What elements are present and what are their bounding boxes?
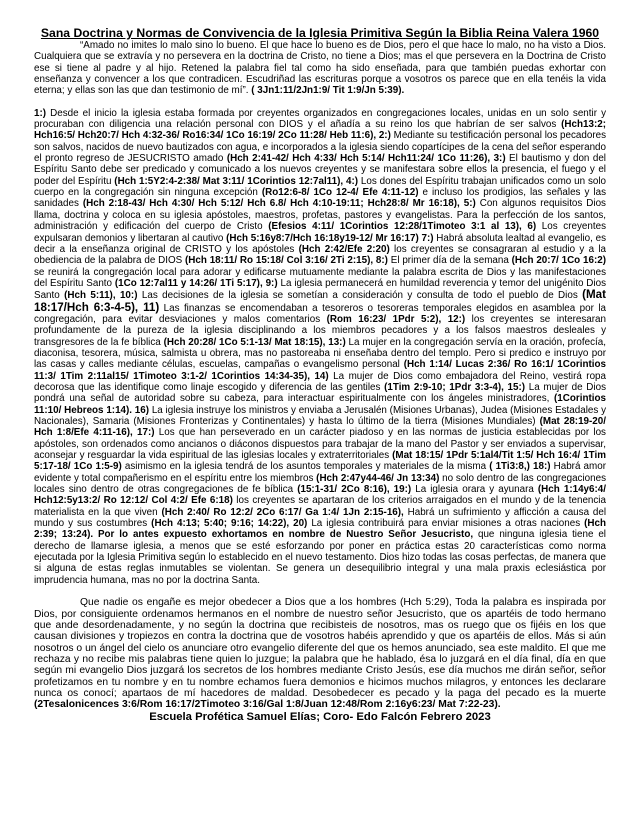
text-run: los creyentes se apartaran de los criterios arraigados en el mundo y de la tenencia materialista en la que viven [34, 495, 606, 518]
text-run: no solo dentro de las congregaciones locales sino dentro de otras congregaciones de fe bíblica [34, 472, 607, 496]
document-title: Sana Doctrina y Normas de Convivencia de la Iglesia Primitiva Según la Biblia Reina Valera 1960 [40, 26, 600, 40]
text-run: e incluso los prodigios, las señales y las sanidades [34, 187, 606, 210]
body-paragraph [34, 108, 606, 586]
scripture-reference: (Hch 18:11/ Ro 15:18/ Col 3:16/ 2Ti 2:15), 8:) [185, 255, 388, 267]
scripture-reference: (Hch 20:28/ 1Co 5:1-13/ Mat 18:15), 13:) [163, 336, 346, 348]
scripture-reference: ( 3Jn1:11/2Jn1:9/ Tit 1:9/Jn 5:39). [251, 85, 405, 97]
scripture-reference: (Hch 2:18-43/ Hch 4:30/ Hch 5:12/ Hch 6.8/ Hch 4:10-19:11; Hch28:8/ Mr 16:18), 5:) [82, 198, 476, 210]
text-run: Con algunos requisitos Dios llama, doctrina y coloca en su iglesia apóstoles, maestros, profetas, pastores y evangelistas. Para la perfección de los santos, administración y edificación del cuerpo de Cristo [34, 198, 606, 233]
scripture-reference: (Hch 2:39; 13:24). Por lo antes expuesto exhortamos en nombre de Nuestro Señor Jesucristo, [34, 518, 607, 541]
scripture-reference: (Hch 1:14y6:4/ Hch12:5y13:2/ Ro 12:12/ Col 4:2/ Efe 6:18) [34, 484, 606, 507]
scripture-reference: (Hch 1:5Y2:4-2:38/ Mat 3:11/ 1Corintios 12:7al11), 4:) [114, 175, 359, 187]
text-run: Habrá un sufrimiento y afficción a causa del mundo y sus costumbres [34, 506, 607, 530]
scripture-reference: (Ro12:6-8/ 1Co 12-4/ Efe 4:11-12) [261, 187, 419, 199]
paragraph-gap [34, 97, 606, 108]
scripture-reference: (Hch 2:42/Efe 2:20) [298, 243, 390, 255]
scripture-reference: (Mat 18:17/Hch 6:3-4-5), 11) [34, 288, 606, 314]
text-run: La iglesia instruye los ministros y enviaba a Jerusalén (Misiones Urbanas), Judea (Misiones Estadales y Nacionales), Samaria (Misiones Fronterizas y Continentales) y hasta lo último de la tierra (Misiones Mundiales) [34, 404, 606, 427]
text-run: La iglesia contribuirá para enviar misiones a otras naciones [307, 518, 585, 530]
scripture-reference: (Hch 20:7/ 1Co 16:2) [511, 255, 606, 267]
scripture-reference: (Efesios 4:11/ 1Corintios 12:28/1Timoteo 3:1 al 13), 6) [268, 221, 537, 233]
scripture-reference: (2Tesalonicences 3:6/Rom 16:17/2Timoteo 3:16/Gal 1:8/Juan 12:48/Rom 2:16y6:23/ Mat 7:22-23). [34, 699, 501, 711]
text-run: Habrá amor evidente y total compañerismo en el espíritu entre los miembros [34, 461, 606, 484]
text-run: La mujer de Dios como embajadora del Reino, vestirá ropa decorosa que las identifique como linaje escogido y diferencia de las gentiles [34, 370, 606, 393]
text-run: El bautismo y don del Espíritu Santo debe ser predicado y comunicado a los nuevos creyentes y se manifestara sobre ellos la presencia, el fuego y el poder del Espíritu [34, 153, 606, 187]
text-run: Las decisiones de la iglesia se sometían a consideración y consulta de todo el pueblo de Dios [137, 290, 583, 302]
text-run: La mujer de Dios pondrá una señal de autoridad sobre su cabeza, para interactuar espiritualmente con los ángeles ministradores, [34, 381, 606, 405]
text-run: La mujer en la congregación servía en la oración, profecía, diaconisa, tesorera, música, salmista u obrera, mas no pastoreaba ni enseñaba dentro del templo. Pero si predico e instruyo por las casas y calles mediante células, escuelas, campañas o evangelismo personal [34, 336, 606, 371]
text-run: los creyentes se consagraran al estudio y a la obediencia de la palabra de DIOS [34, 243, 606, 267]
scripture-reference: (Rom 16:23/ 1Pdr 5:2), 12:) [326, 313, 466, 325]
paragraph-gap [34, 586, 606, 597]
text-run: Que nadie os engañe es mejor obedecer a Dios que a los hombres (Hch 5:29), Toda la palabra es inspirada por Dios, por consiguiente ordenamos hermanos en el nombre de nuestro señor Jesucristo, que os apartéis de todo hermano que ande desordenadamente, y no según la doctrina que recibisteis de nosotros, mas os ruego que os fijéis en los que causan divisiones y tropiezos en contra la doctrina que de vosotros habéis aprendido y que os apartéis de ellos. Más si aún nosotros o un ángel del cielo os anunciare otro evangelio diferente del que os hemos anunciado, sea este maldito. El que me rechaza y no recibe mis palabras tiene quien lo juzgue; la palabra que he hablado, ésa lo juzgará en el día final, día en que según mi evangelio Dios juzgará los secretos de los hombres mediante Cristo Jesús, ese día muchos me dirán señor, señor profetizamos en tu nombre y en tu nombre echamos fuera demonios e hicimos muchos milagros, y entonces les declarare nunca os conocí; apartaos de mí hacedores de maldad. Desobedecer es pecado y la paga del pecado es la muerte [34, 597, 606, 699]
scripture-reference: 1:) [34, 107, 47, 119]
scripture-reference: (1Corintios 11:10/ Hebreos 1:14). 16) [34, 393, 606, 416]
scripture-reference: (Mat 18:15/ 1Pdr 5:1al4/Tit 1:5/ Hch 16:4/ 1Tim 5:17-18/ 1Co 1:5-9) [34, 450, 606, 473]
text-run: asimismo en la iglesia tendrá de los asuntos temporales y materiales de la misma [121, 461, 490, 473]
scripture-reference: (1Co 12:7al11 y 14:26/ 1Ti 5:17), 9:) [114, 277, 278, 289]
closing-paragraph [34, 597, 606, 710]
footer-signature: Escuela Profética Samuel Elías; Coro- Edo Falcón Febrero 2023 [149, 710, 491, 723]
scripture-reference: (Hch 5:16y8:7/Hch 16:18y19-12/ Mr 16:17) 7:) [226, 232, 434, 244]
text-run: Los dones del Espíritu trabajan unificados como un solo cuerpo en la congregación sin ninguna excepción [34, 175, 607, 199]
text-run: Desde el inicio la iglesia estaba formada por creyentes organizados en congregaciones locales, unidas en un solo sentir y procuraban con diligencia una relación personal con DIOS y el añadía a su reino los que habrían de ser salvos [34, 107, 606, 131]
scripture-reference: (Hch 2:40/ Ro 12:2/ 2Co 6:17/ Ga 1:4/ 1Jn 2:15-16), [161, 506, 404, 518]
text-run: Los que han perseverado en un carácter piadoso y en las normas de justicia establecidas por los apóstoles, son ordenados como ancianos o diáconos dispuestos para trabajar de la mano del Pastor y ser enviados a supervisar, aconsejar y resguardar la vida espiritual de las iglesias locales y extraterritoriales [34, 427, 606, 462]
scripture-reference: (15:1-31/ 2Co 8:16), 19:) [297, 484, 412, 496]
scripture-reference: (Hch 2:41-42/ Hch 4:33/ Hch 5:14/ Hch11:24/ 1Co 11:26), 3:) [226, 153, 506, 165]
scripture-reference: (Hch 1:14/ Lucas 2:36/ Ro 16:1/ 1Corintios 11:3/ 1Tim 2:11al15/ 1Timoteo 3:1-2/ 1Corintios 14:34-35), 14) [34, 359, 606, 382]
text-run: Mediante su testificación personal los pecadores son salvos, nacidos de nuevo bautizados con agua, e incorporados a la iglesia siendo copartícipes de la cena del señor esperando el pronto regreso de JESUCRISTO amado [34, 130, 607, 165]
text-run: los creyentes se interesaran profundamente de la pureza de la iglesia disciplinando a los miembros pecadores y a los falsos maestros desleales y transgresores de la fe bíblica [34, 313, 606, 348]
text-run: Los creyentes expulsaran demonios y libertaran al cautivo [34, 221, 606, 244]
text-run: Habrá absoluta lealtad al evangelio, es decir a la enseñanza original de CRISTO y los apóstoles [34, 232, 606, 255]
scripture-reference: ( 1Ti3:8,) 18:) [489, 461, 551, 473]
text-run: Las finanzas se encomendaban a tesoreros o tesoreras temporales elegidos en asamblea por la congregación, para evitar desviaciones y malos comentarios [34, 302, 606, 325]
scripture-reference: (Hch 4:13; 5:40; 9:16; 14:22), 20) [151, 518, 308, 530]
text-run: que ninguna iglesia tiene el derecho de llamarse iglesia, a menos que se esté esforzando por poner en práctica estas 20 características como norma ejecutada por la Iglesia Primitiva según lo establecido en el nuevo testamento. Dios hizo todas las cosas perfectas, de manera que si alguna de estas reglas inmutables se violentan. Se genera un desequilibrio integral y una mala praxis eclesiástica por imprudencia humana, mas no por la doctrina Santa. [34, 529, 606, 586]
scripture-reference: (Hch 5:11), 10:) [64, 290, 138, 302]
scripture-reference: (1Tim 2:9-10; 1Pdr 3:3-4), 15:) [384, 381, 526, 393]
intro-quote [34, 40, 606, 97]
text-run: La iglesia permanecerá en humildad reverencia y temor del unigénito Dios Santo [34, 277, 607, 302]
text-run: La iglesia orara y ayunara [411, 484, 538, 496]
scripture-reference: (Mat 28:19-20/ Hch 1:8/Efe 4:11-16), 17:) [34, 416, 606, 439]
text-run: se reunirá la congregación local para adorar y edificarse mutuamente mediante la palabra escrita de Dios y las manifestaciones del Espíritu Santo [34, 266, 606, 289]
text-run: El primer día de la semana [387, 255, 512, 267]
text-run: “Amado no imites lo malo sino lo bueno. El que hace lo bueno es de Dios, pero el que hace lo malo, no ha visto a Dios. Cualquiera que se extravía y no persevera en la doctrina de Cristo, no tiene a Dios; mas el que persevera en la Doctrina de Cristo ese si tiene al padre y al hijo. Retened la palabra fiel tal como ha sido enseñada, para que también puedas exhortar con enseñanza y convencer a los que contradicen. Escudriñad las escrituras porque a vosotros os parece que en ella tenéis la vida eterna; y ellas son las que dan testimonio de mí”. [34, 40, 606, 97]
scripture-reference: (Hch 2:47y44-46/ Jn 13:34) [316, 472, 440, 484]
scripture-reference: (Hch13:2; Hch16:5/ Hch20:7/ Hch 4:32-36/ Ro16:34/ 1Co 16:19/ 2Co 11:28/ Heb 11:6), 2:) [34, 119, 606, 142]
